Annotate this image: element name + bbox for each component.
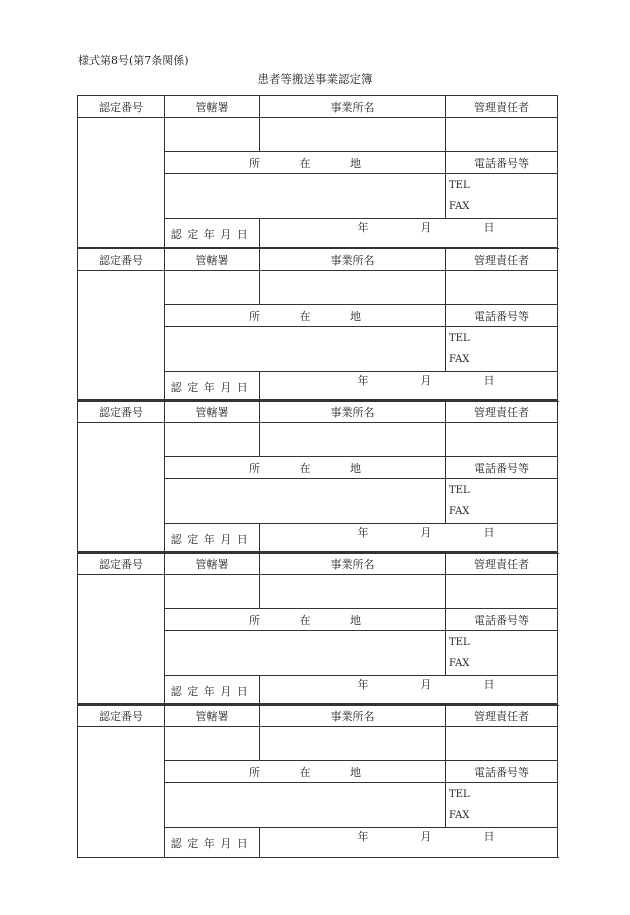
tel-label: TEL — [449, 180, 470, 191]
phone-cell[interactable] — [446, 783, 558, 828]
manager-cell[interactable] — [446, 575, 558, 609]
day-label: 日 — [483, 830, 495, 843]
office-name-header: 事業所名 — [260, 704, 446, 727]
phone-cell[interactable] — [446, 174, 558, 219]
jurisdiction-header: 管轄署 — [165, 96, 260, 118]
tel-label: TEL — [449, 485, 470, 496]
month-label: 月 — [420, 221, 432, 234]
cert-date-cell[interactable] — [260, 676, 558, 706]
fax-label: FAX — [449, 506, 470, 517]
manager-header: 管理責任者 — [446, 704, 558, 727]
year-label: 年 — [357, 830, 369, 843]
fax-label: FAX — [449, 810, 470, 821]
month-label: 月 — [420, 678, 432, 691]
registry-entry — [77, 95, 557, 247]
cert-date-header: 認定年月日 — [165, 524, 260, 554]
jurisdiction-cell[interactable] — [165, 575, 260, 609]
entry-table — [77, 703, 558, 858]
location-cell[interactable] — [165, 174, 446, 219]
day-label: 日 — [483, 678, 495, 691]
phone-header: 電話番号等 — [446, 609, 558, 631]
office-name-cell[interactable] — [260, 271, 446, 305]
manager-header: 管理責任者 — [446, 552, 558, 575]
year-label: 年 — [357, 678, 369, 691]
tel-label: TEL — [449, 789, 470, 800]
cert-date-cell[interactable] — [260, 524, 558, 554]
cert-number-cell[interactable] — [78, 727, 165, 858]
cert-number-header: 認定番号 — [78, 704, 165, 727]
jurisdiction-header: 管轄署 — [165, 400, 260, 423]
office-name-cell[interactable] — [260, 423, 446, 457]
registry-entry — [77, 703, 557, 855]
registry-entries — [77, 95, 557, 855]
cert-date-header: 認定年月日 — [165, 828, 260, 858]
tel-label: TEL — [449, 333, 470, 344]
office-name-header: 事業所名 — [260, 552, 446, 575]
phone-header: 電話番号等 — [446, 305, 558, 327]
jurisdiction-header: 管轄署 — [165, 552, 260, 575]
location-header: 所 在 地 — [165, 457, 446, 479]
manager-cell[interactable] — [446, 727, 558, 761]
location-header: 所 在 地 — [165, 761, 446, 783]
registry-entry — [77, 551, 557, 703]
cert-number-header: 認定番号 — [78, 400, 165, 423]
cert-number-cell[interactable] — [78, 575, 165, 706]
day-label: 日 — [483, 221, 495, 234]
entry-table — [77, 399, 558, 554]
cert-date-cell[interactable] — [260, 219, 558, 249]
office-name-header: 事業所名 — [260, 400, 446, 423]
manager-header: 管理責任者 — [446, 96, 558, 118]
office-name-cell[interactable] — [260, 575, 446, 609]
registry-entry — [77, 399, 557, 551]
jurisdiction-cell[interactable] — [165, 423, 260, 457]
fax-label: FAX — [449, 658, 470, 669]
jurisdiction-header: 管轄署 — [165, 704, 260, 727]
phone-header: 電話番号等 — [446, 152, 558, 174]
month-label: 月 — [420, 830, 432, 843]
jurisdiction-cell[interactable] — [165, 118, 260, 152]
jurisdiction-cell[interactable] — [165, 271, 260, 305]
form-number-label: 様式第8号(第7条関係) — [78, 54, 189, 67]
location-header: 所 在 地 — [165, 609, 446, 631]
jurisdiction-cell[interactable] — [165, 727, 260, 761]
cert-number-cell[interactable] — [78, 118, 165, 249]
year-label: 年 — [357, 374, 369, 387]
day-label: 日 — [483, 374, 495, 387]
cert-number-header: 認定番号 — [78, 552, 165, 575]
page-title: 患者等搬送事業認定簿 — [257, 72, 373, 86]
manager-header: 管理責任者 — [446, 400, 558, 423]
cert-date-header: 認定年月日 — [165, 372, 260, 402]
cert-date-header: 認定年月日 — [165, 676, 260, 706]
year-label: 年 — [357, 526, 369, 539]
location-cell[interactable] — [165, 631, 446, 676]
cert-number-header: 認定番号 — [78, 248, 165, 271]
location-cell[interactable] — [165, 327, 446, 372]
phone-cell[interactable] — [446, 479, 558, 524]
month-label: 月 — [420, 526, 432, 539]
cert-date-cell[interactable] — [260, 828, 558, 858]
location-cell[interactable] — [165, 479, 446, 524]
manager-cell[interactable] — [446, 118, 558, 152]
fax-label: FAX — [449, 354, 470, 365]
office-name-cell[interactable] — [260, 727, 446, 761]
phone-cell[interactable] — [446, 631, 558, 676]
entry-table — [77, 551, 558, 706]
day-label: 日 — [483, 526, 495, 539]
phone-cell[interactable] — [446, 327, 558, 372]
location-header: 所 在 地 — [165, 305, 446, 327]
phone-header: 電話番号等 — [446, 457, 558, 479]
cert-number-cell[interactable] — [78, 271, 165, 402]
fax-label: FAX — [449, 201, 470, 212]
phone-header: 電話番号等 — [446, 761, 558, 783]
entry-table — [77, 247, 558, 402]
cert-number-cell[interactable] — [78, 423, 165, 554]
month-label: 月 — [420, 374, 432, 387]
office-name-cell[interactable] — [260, 118, 446, 152]
manager-header: 管理責任者 — [446, 248, 558, 271]
registry-entry — [77, 247, 557, 399]
office-name-header: 事業所名 — [260, 96, 446, 118]
jurisdiction-header: 管轄署 — [165, 248, 260, 271]
cert-date-header: 認定年月日 — [165, 219, 260, 249]
cert-number-header: 認定番号 — [78, 96, 165, 118]
manager-cell[interactable] — [446, 423, 558, 457]
entry-table — [77, 95, 558, 249]
year-label: 年 — [357, 221, 369, 234]
location-header: 所 在 地 — [165, 152, 446, 174]
cert-date-cell[interactable] — [260, 372, 558, 402]
office-name-header: 事業所名 — [260, 248, 446, 271]
location-cell[interactable] — [165, 783, 446, 828]
tel-label: TEL — [449, 637, 470, 648]
manager-cell[interactable] — [446, 271, 558, 305]
